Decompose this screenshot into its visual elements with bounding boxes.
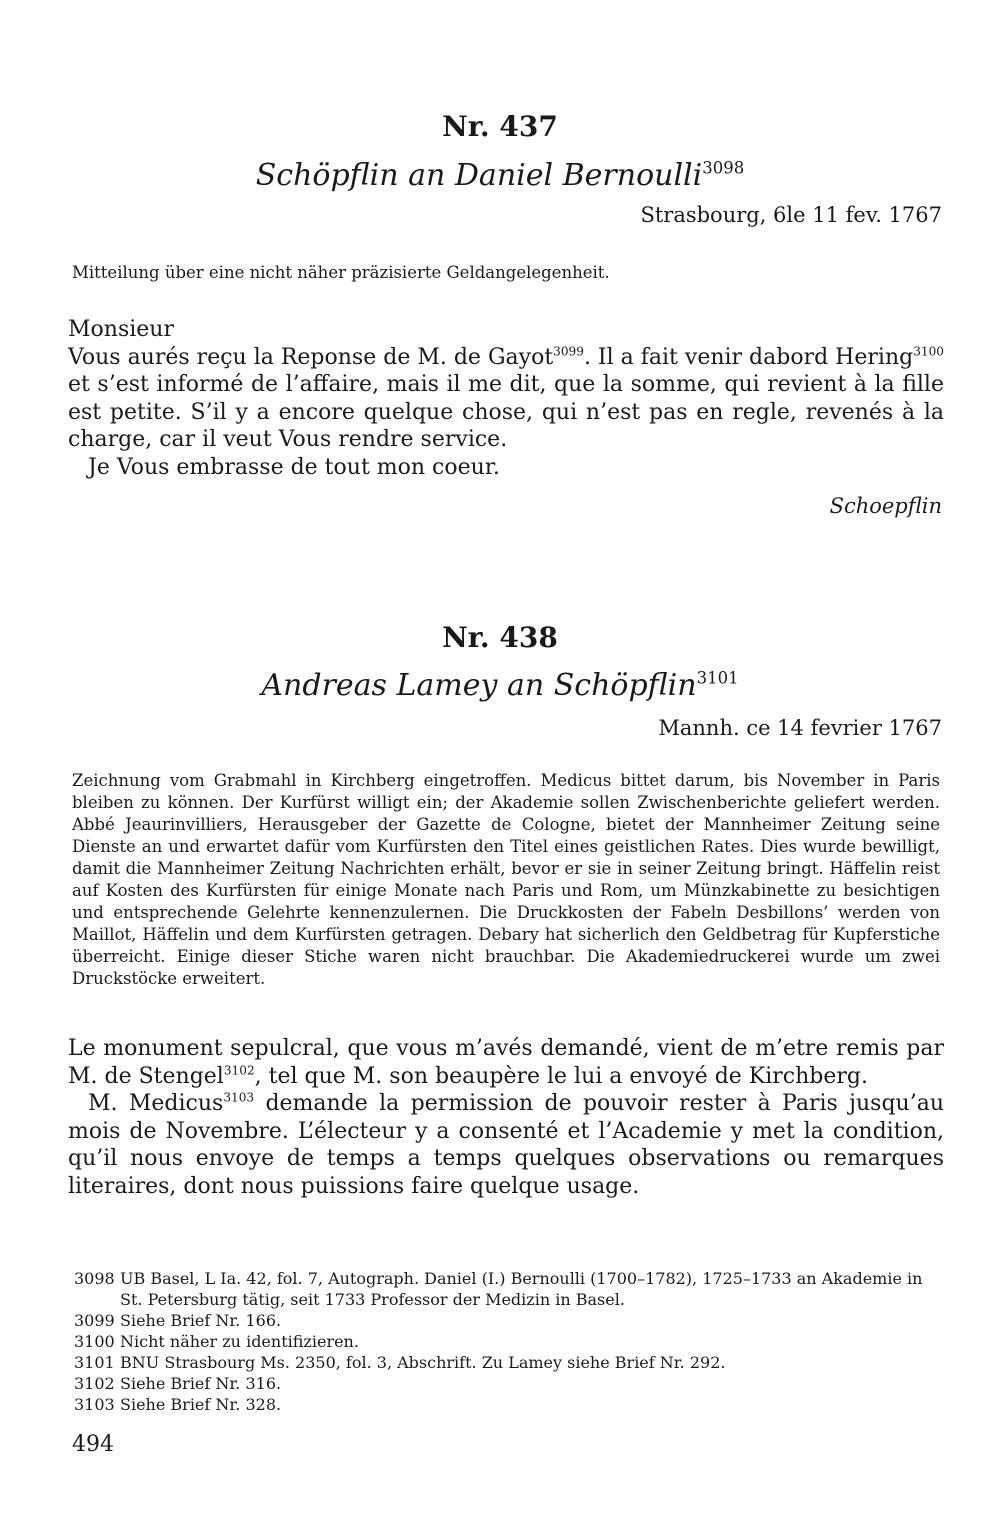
footnote-number: 3098 xyxy=(74,1269,115,1288)
footnote xyxy=(74,1394,944,1415)
text-run: et s’est informé de l’affaire, mais il me dit, que la somme, qui revient à la fille est petite. S’il y a encore quelque chose, qui n’est pas en regle, revenés à la charge, car il veut Vous rendre service. xyxy=(68,372,944,452)
footnote-ref: 3098 xyxy=(702,158,745,178)
text-run: demande la permission de pouvoir rester à Paris jusqu’au mois de Novembre. L’électeur y a consenté et l’Academie y met la condition, qu’il nous envoye de temps a temps quelques observations ou remarques literaires, dont nous puissions faire quelque usage. xyxy=(68,1091,944,1199)
letter-date: Strasbourg, 6le 11 fev. 1767 xyxy=(640,203,942,227)
footnote-number: 3100 xyxy=(74,1332,115,1351)
letter-date: Mannh. ce 14 fevrier 1767 xyxy=(658,716,942,740)
letter-number: Nr. 437 xyxy=(442,110,558,143)
body-paragraph xyxy=(68,1090,944,1200)
footnote-ref: 3101 xyxy=(696,668,739,688)
footnote xyxy=(74,1373,944,1394)
text-run: Vous aurés reçu la Reponse de M. de Gayot xyxy=(68,344,554,370)
letter-heading-text: Schöpflin an Daniel Bernoulli xyxy=(255,158,703,193)
letter-summary: Zeichnung vom Grabmahl in Kirchberg eingetroffen. Medicus bittet darum, bis November in Paris bleiben zu können. Der Kurfürst willigt ein; der Akademie sollen Zwischenberichte geliefert werden. Abbé Jeaurinvilliers, Herausgeber der Gazette de Cologne, bietet der Mannheimer Zeitung seine Dienste an und erwartet dafür vom Kurfürsten den Titel eines geistlichen Rates. Dies wurde bewilligt, damit die Mannheimer Zeitung Nachrichten erhält, bevor er sie in seiner Zeitung bringt. Häffelin reist auf Kosten des Kurfürsten für einige Monate nach Paris und Rom, um Münzkabinette zu besichtigen und entsprechende Gelehrte kennenzulernen. Die Druckkosten der Fabeln Desbillons’ werden von Maillot, Häffelin und dem Kurfürsten getragen. Debary hat sicherlich den Geldbetrag für Kupferstiche überreicht. Einige dieser Stiche waren nicht brauchbar. Die Akademiedruckerei wurde um zwei Druckstöcke erweitert. xyxy=(72,771,940,988)
footnote-number: 3103 xyxy=(74,1395,115,1414)
letter-heading-text: Andreas Lamey an Schöpflin xyxy=(261,668,697,703)
text-run: , tel que M. son beaupère le lui a envoyé de Kirchberg. xyxy=(254,1063,868,1089)
footnote-text: UB Basel, L Ia. 42, fol. 7, Autograph. Daniel (I.) Bernoulli (1700–1782), 1725–1733 an Akademie in St. Petersburg tätig, seit 1733 Professor der Medizin in Basel. xyxy=(120,1269,923,1309)
footnote xyxy=(74,1331,944,1352)
footnote-text: Siehe Brief Nr. 328. xyxy=(120,1395,282,1414)
footnote-text: Nicht näher zu identifizieren. xyxy=(120,1332,359,1351)
footnote xyxy=(74,1352,944,1373)
body-paragraph: Je Vous embrasse de tout mon coeur. xyxy=(88,454,500,480)
footnote-number: 3102 xyxy=(74,1374,115,1393)
letter-summary: Mitteilung über eine nicht näher präzisierte Geldangelegenheit. xyxy=(72,263,610,282)
salutation: Monsieur xyxy=(68,317,174,342)
footnote-number: 3101 xyxy=(74,1353,115,1372)
footnote-ref: 3103 xyxy=(223,1090,255,1105)
body-paragraph xyxy=(68,344,944,454)
letter-heading xyxy=(0,668,1000,703)
signature: Schoepflin xyxy=(829,494,942,518)
text-run: M. Medicus xyxy=(88,1091,224,1116)
page-number: 494 xyxy=(72,1432,114,1457)
footnote xyxy=(74,1310,944,1331)
text-run: . Il a fait venir dabord Hering xyxy=(583,344,914,370)
footnote-ref: 3102 xyxy=(223,1063,255,1078)
footnote-ref: 3099 xyxy=(553,344,584,359)
footnotes xyxy=(74,1268,944,1415)
letter-heading xyxy=(0,158,1000,193)
text-run: Le monument sepulcral, que vous m’avés demandé, vient de m’etre remis par M. de Stengel xyxy=(68,1036,944,1089)
body-paragraph xyxy=(68,1035,944,1090)
footnote-ref: 3100 xyxy=(913,344,944,359)
footnote-text: BNU Strasbourg Ms. 2350, fol. 3, Abschrift. Zu Lamey siehe Brief Nr. 292. xyxy=(120,1353,726,1372)
footnote-number: 3099 xyxy=(74,1311,115,1330)
footnote-text: Siehe Brief Nr. 316. xyxy=(120,1374,282,1393)
letter-number: Nr. 438 xyxy=(442,621,558,654)
footnote-text: Siehe Brief Nr. 166. xyxy=(120,1311,282,1330)
letter-body xyxy=(68,1035,944,1200)
footnote xyxy=(74,1268,944,1310)
letter-body xyxy=(68,316,944,481)
